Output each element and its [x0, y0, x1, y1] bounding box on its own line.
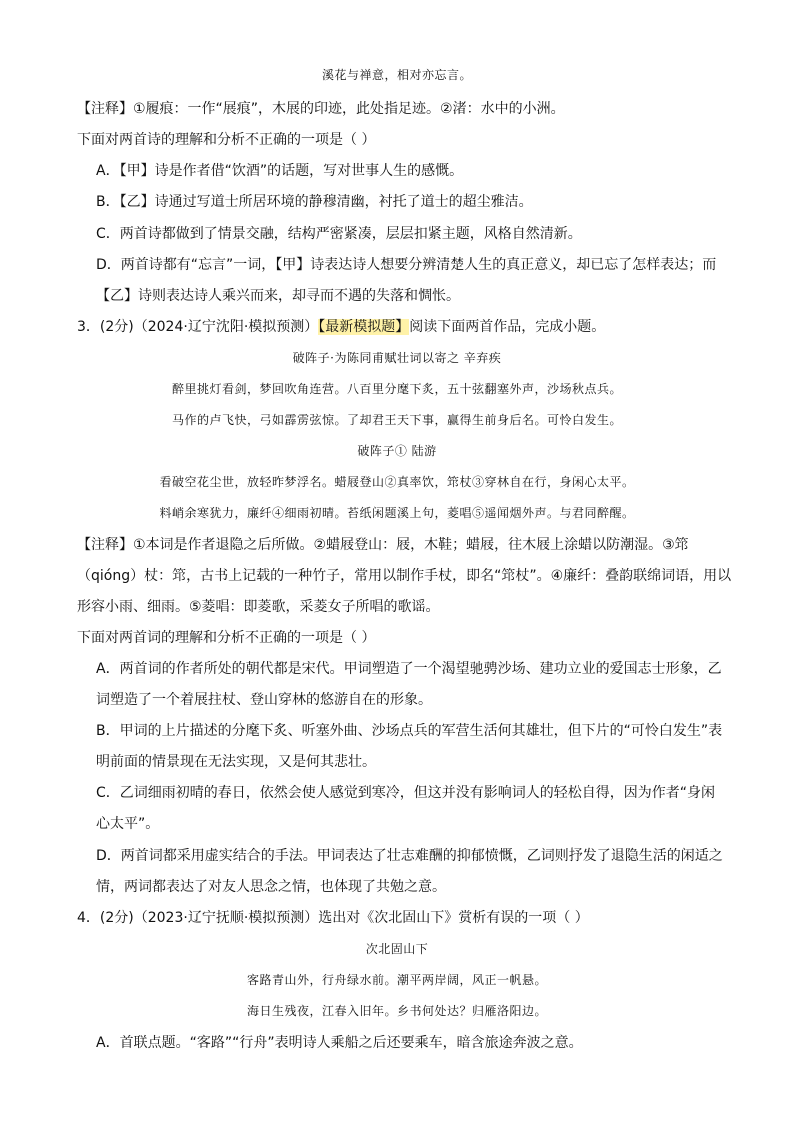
poem2-line-1: 看破空花尘世，放轻昨梦浮名。蜡屐登山②真率饮，筇杖③穿林自在行，身闲心太平。	[159, 475, 635, 489]
q3-stem: 下面对两首词的理解和分析不正确的一项是（ ）	[77, 630, 376, 646]
q2-option-d[interactable]: D．两首诗都有“忘言”一词，【甲】诗表达诗人想要分辨清楚人生的真正意义，却已忘了怎样表达；而	[96, 257, 717, 273]
poem-tail-line: 溪花与禅意，相对亦忘言。	[321, 68, 472, 82]
q3-header-task: 阅读下面两首作品，完成小题。	[409, 319, 606, 335]
q3-header	[77, 318, 605, 336]
q3-note-line-3: 形容小雨、细雨。⑤菱唱：即菱歌，采菱女子所唱的歌谣。	[77, 599, 440, 615]
q3-option-b-cont: 明前面的情景现在无法实现，又是何其悲壮。	[96, 754, 376, 770]
q3-option-b[interactable]: B．甲词的上片描述的分麾下炙、听塞外曲、沙场点兵的军营生活何其雄壮，但下片的“可怜白发生”表	[96, 723, 723, 739]
poem2-title: 破阵子① 陆游	[357, 444, 437, 458]
poem2-line-2: 料峭余寒犹力，廉纤④细雨初晴。苔纸闲题溪上句，菱唱⑤遥闻烟外声。与君同醉醒。	[159, 506, 635, 520]
q2-stem: 下面对两首诗的理解和分析不正确的一项是（ ）	[77, 132, 376, 148]
q3-option-c-cont: 心太平”。	[96, 816, 160, 832]
q4-option-a[interactable]: A．首联点题。“客路”“行舟”表明诗人乘船之后还要乘车，暗含旅途奔波之意。	[96, 1035, 583, 1051]
q3-note-line-1: 【注释】①本词是作者退隐之后所做。②蜡屐登山：屐，木鞋；蜡屐，往木屐上涂蜡以防潮湿。③筇	[77, 537, 689, 553]
q2-option-c[interactable]: C．两首诗都做到了情景交融，结构严密紧凑，层层扣紧主题，风格自然清新。	[96, 226, 582, 242]
q3-option-d-cont: 情，两词都表达了对友人思念之情，也体现了共勉之意。	[96, 879, 446, 895]
q4-poem-line-1: 客路青山外，行舟绿水前。潮平两岸阔，风正一帆悬。	[246, 973, 547, 987]
poem1-title: 破阵子·为陈同甫赋壮词以寄之 辛弃疾	[292, 351, 502, 365]
q3-note-line-2: （qióng）杖：筇，古书上记载的一种竹子，常用以制作手杖，即名“筇杖”。④廉纤：叠韵联绵词语，用以	[77, 568, 732, 584]
q2-option-d-cont: 【乙】诗则表达诗人乘兴而来，却寻而不遇的失落和惆怅。	[96, 288, 460, 304]
q2-option-b[interactable]: B．【乙】诗通过写道士所居环境的静穆清幽，衬托了道士的超尘雅洁。	[96, 194, 533, 210]
q3-header-source: 3．(2分)（2024·辽宁沈阳·模拟预测）	[77, 319, 319, 335]
poem1-line-2: 马作的卢飞快，弓如霹雳弦惊。了却君王天下事，赢得生前身后名。可怜白发生。	[171, 413, 622, 427]
q4-poem-line-2: 海日生残夜，江春入旧年。乡书何处达？归雁洛阳边。	[246, 1004, 547, 1018]
q3-option-a[interactable]: A．两首词的作者所处的朝代都是宋代。甲词塑造了一个渴望驰骋沙场、建功立业的爱国志士形象，乙	[96, 661, 722, 677]
q4-header: 4．(2分)（2023·辽宁抚顺·模拟预测）选出对《次北固山下》赏析有误的一项（ ）	[77, 910, 589, 926]
q3-option-d[interactable]: D．两首词都采用虚实结合的手法。甲词表达了壮志难酬的抑郁愤慨，乙词则抒发了退隐生活的闲适之	[96, 848, 723, 864]
q3-option-c[interactable]: C．乙词细雨初晴的春日，依然会使人感觉到寒冷，但这并没有影响词人的轻松自得，因为作者“身闲	[96, 785, 716, 801]
q4-poem-title: 次北固山下	[365, 942, 429, 956]
q3-header-tag: 【最新模拟题】	[318, 319, 410, 335]
q3-option-a-cont: 词塑造了一个着展拄杖、登山穿林的悠游自在的形象。	[96, 692, 432, 708]
poem1-line-1: 醉里挑灯看剑，梦回吹角连营。八百里分麾下炙，五十弦翻塞外声，沙场秋点兵。	[171, 382, 622, 396]
q2-note: 【注释】①履痕：一作“展痕”，木展的印迹，此处指足迹。②渚：水中的小洲。	[77, 101, 565, 117]
q2-option-a[interactable]: A．【甲】诗是作者借“饮酒”的话题，写对世事人生的感慨。	[96, 163, 464, 179]
